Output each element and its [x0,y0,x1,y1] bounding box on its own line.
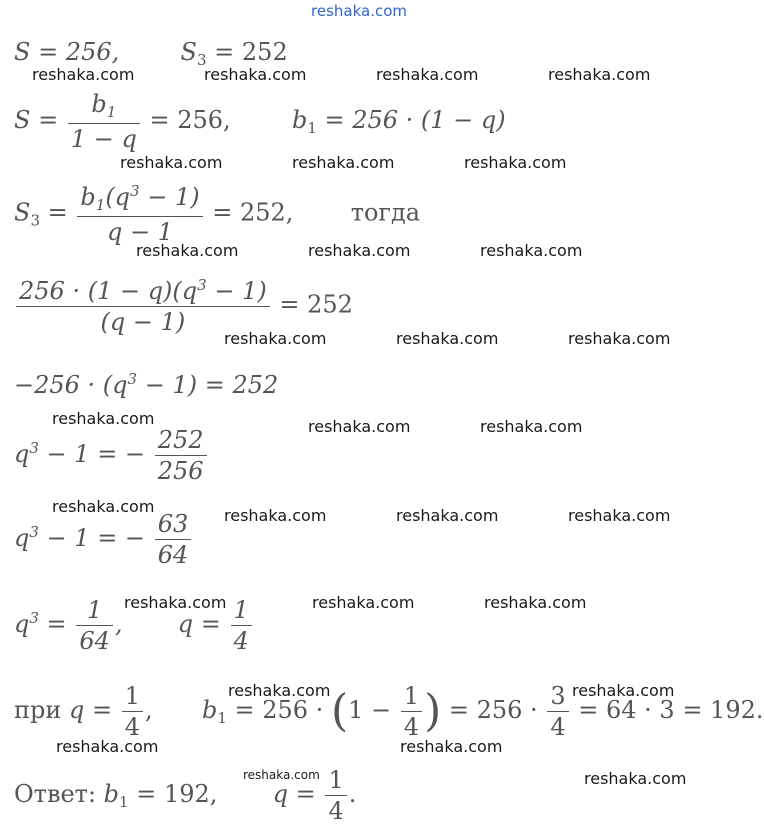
watermark: reshaka.com [400,737,503,756]
watermark: reshaka.com [464,153,567,172]
watermark: reshaka.com [224,329,327,348]
watermark: reshaka.com [32,65,135,84]
watermark: reshaka.com [292,153,395,172]
watermark: reshaka.com [376,65,479,84]
b1-computation-line: при q = $\frac{1}{4}$ , $b_1 = 256 \cdot (1$ − $\frac{1}{4}$ ) = 256 · $\frac{3}{4}$ = 64 · 3 = 192. [14,682,764,741]
watermark: reshaka.com [204,65,307,84]
watermark: reshaka.com [584,769,687,788]
watermark: reshaka.com [228,681,331,700]
fraction: $\frac{1}{4}$ [122,684,143,739]
watermark: reshaka.com [312,593,415,612]
substitution-line: $\frac{256 \cdot (1 - q)(q^3 - 1)}{(q - 1)}$ = 252 [14,278,353,334]
fraction: $\frac{3}{4}$ [547,684,568,739]
watermark: reshaka.com [308,241,411,260]
word-togda: тогда [350,198,421,227]
q-result-line: $q^3$ = $\frac{1}{64}$ , q = $\frac{1}{4}$ [14,598,254,653]
fraction: $\frac{1}{4}$ [401,684,422,739]
fraction: $\frac{b_1(q^3 - 1)}{q - 1}$ [77,184,202,244]
watermark: reshaka.com [480,241,583,260]
watermark-small: reshaka.com [243,768,320,782]
q-cubed-step-2: $q^3 - 1$ = − $\frac{63}{64}$ [14,512,193,567]
watermark: reshaka.com [572,681,675,700]
answer-line: Ответ: $b_1 = 192$, q = $\frac{1}{4}$ . [14,766,357,825]
watermark: reshaka.com [52,409,155,428]
watermark: reshaka.com [308,417,411,436]
fraction: $\frac{252}{256}$ [155,428,207,483]
watermark: reshaka.com [56,737,159,756]
q-cubed-step-1: $q^3 - 1$ = − $\frac{252}{256}$ [14,428,209,483]
third-sum-formula: $S_3$ = $\frac{b_1(q^3 - 1)}{q - 1}$ = 252, тогда [14,182,421,246]
fraction: $\frac{b_1}{1 - q}$ [68,92,140,151]
watermark: reshaka.com [480,417,583,436]
sum-value: S = 256, [14,38,120,66]
watermark: reshaka.com [568,506,671,525]
watermark: reshaka.com [120,153,223,172]
watermark: reshaka.com [124,593,227,612]
fraction: $\frac{63}{64}$ [155,512,192,567]
infinite-sum-formula: S = $\frac{b_1}{1 - q}$ = 256, $b_1 = 256 \cdot (1 - q)$ [14,90,506,153]
answer-label: Ответ: [14,780,97,808]
watermark: reshaka.com [224,506,327,525]
watermark-top: reshaka.com [311,2,407,20]
fraction: $\frac{1}{64}$ [76,598,113,653]
watermark: reshaka.com [484,593,587,612]
watermark: reshaka.com [548,65,651,84]
watermark: reshaka.com [396,329,499,348]
watermark: reshaka.com [52,497,155,516]
given-values-line: S = 256, $S_3 = 252$ [14,38,288,69]
simplified-line: $-256 \cdot (q^3 - 1) = 252$ [14,370,279,399]
fraction: $\frac{1}{4}$ [231,598,252,653]
fraction: $\frac{1}{4}$ [325,768,346,823]
watermark: reshaka.com [568,329,671,348]
watermark: reshaka.com [136,241,239,260]
watermark: reshaka.com [396,506,499,525]
fraction: $\frac{256 \cdot (1 - q)(q^3 - 1)}{(q - 1)}$ [16,278,270,334]
